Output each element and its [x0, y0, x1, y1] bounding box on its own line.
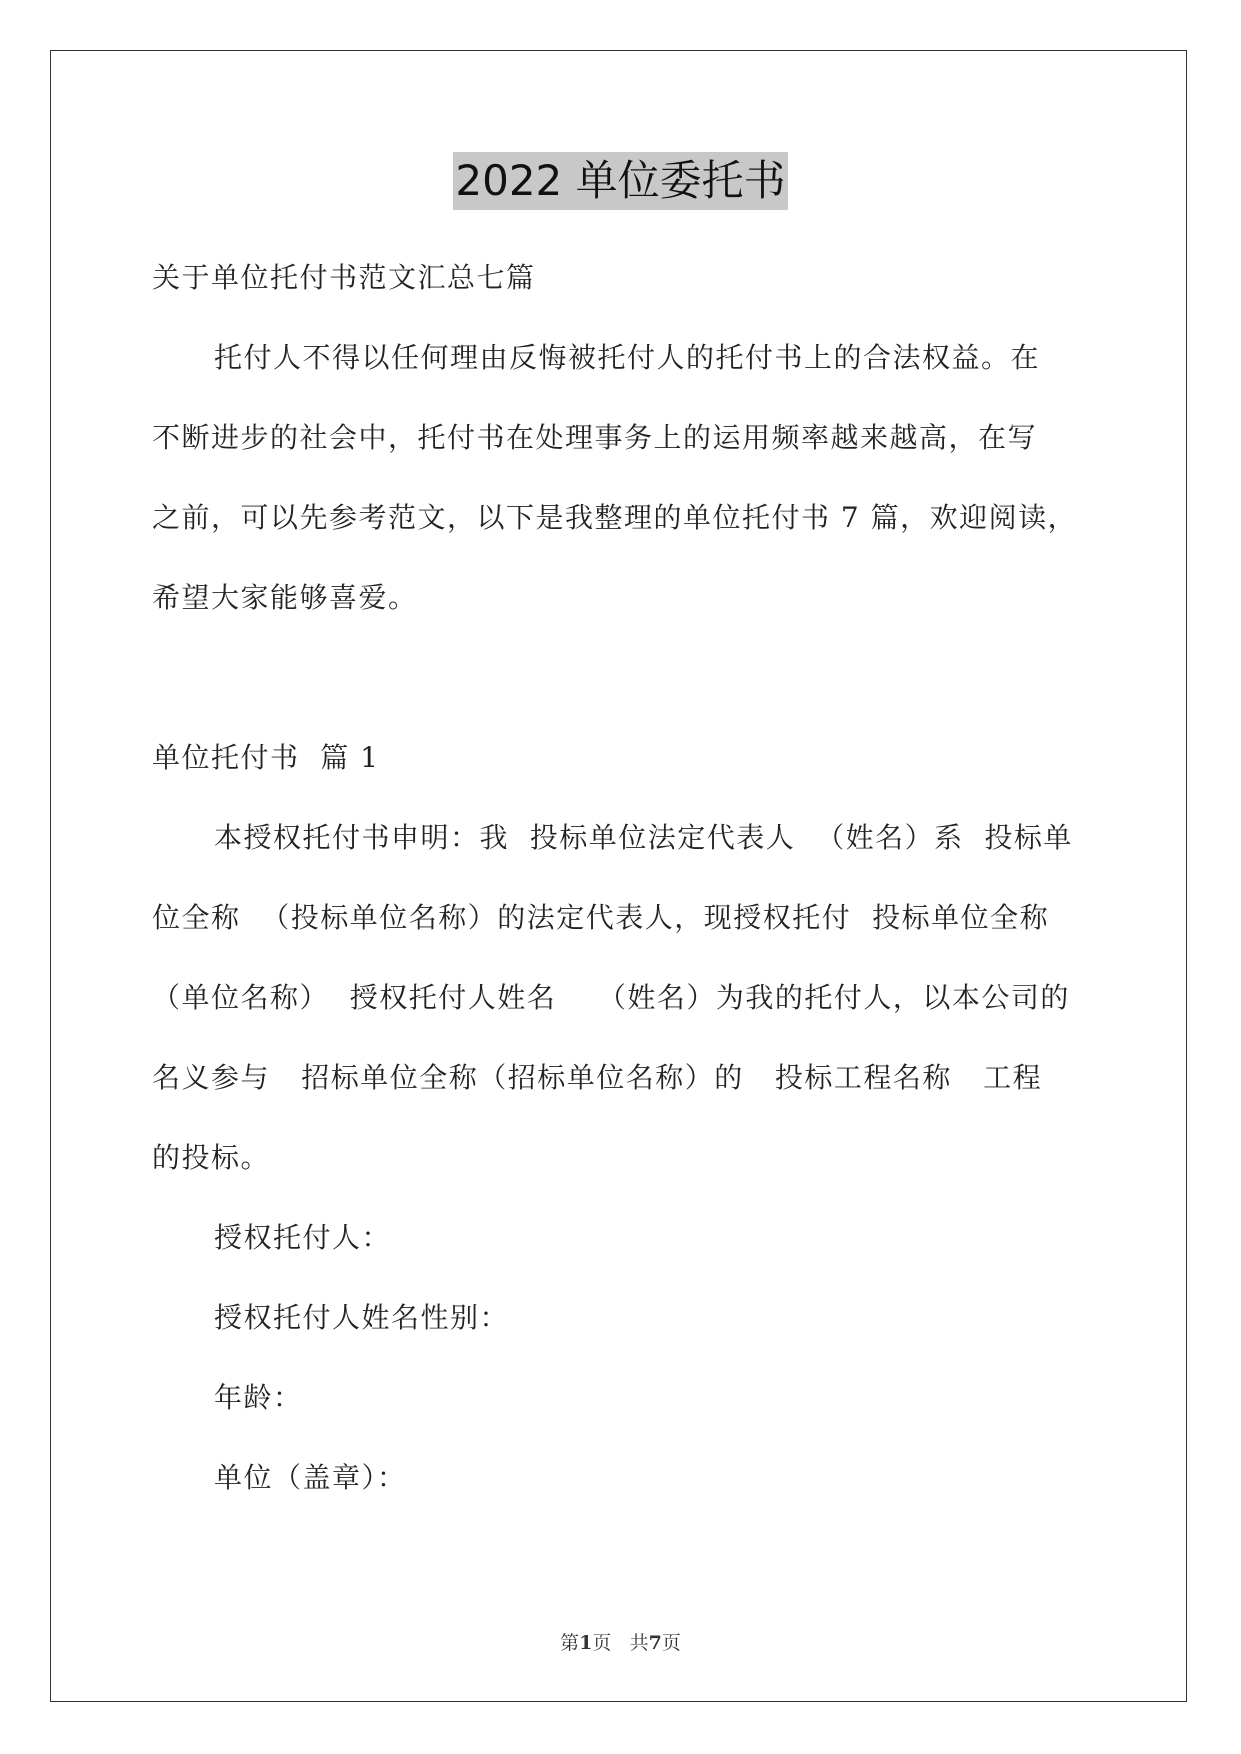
field-unit-seal: 单位（盖章）：	[214, 1461, 407, 1494]
page-footer	[0, 1628, 1241, 1655]
document-title-block	[0, 152, 1241, 210]
paragraph-spacer	[152, 638, 1098, 718]
footer-total-suffix: 页	[661, 1632, 681, 1654]
intro-line-1: 托付人不得以任何理由反悔被托付人的托付书上的合法权益。在	[214, 341, 1041, 374]
intro-line-3: 之前，可以先参考范文，以下是我整理的单位托付书 7 篇，欢迎阅读，	[152, 501, 1078, 534]
section-line-4: 名义参与 招标单位全称（招标单位名称）的 投标工程名称 工程	[152, 1061, 1043, 1094]
intro-line-2: 不断进步的社会中，托付书在处理事务上的运用频率越来越高，在写	[152, 421, 1038, 454]
document-subtitle: 关于单位托付书范文汇总七篇	[152, 261, 536, 294]
section-line-3: （单位名称） 授权托付人姓名 （姓名）为我的托付人，以本公司的	[152, 981, 1070, 1014]
section-line-1: 本授权托付书申明：我 投标单位法定代表人 （姓名）系 投标单	[214, 821, 1073, 854]
footer-current-page: 1	[579, 1632, 593, 1654]
section-heading: 单位托付书 篇 1	[152, 741, 380, 774]
section-line-5: 的投标。	[152, 1141, 271, 1174]
footer-prefix: 第	[560, 1632, 580, 1654]
footer-total-pages: 7	[648, 1632, 662, 1654]
section-line-2: 位全称 （投标单位名称）的法定代表人，现授权托付 投标单位全称	[152, 901, 1050, 934]
footer-total-prefix: 共	[629, 1632, 649, 1654]
field-agent-name-gender: 授权托付人姓名性别：	[214, 1301, 510, 1334]
document-title: 2022 单位委托书	[453, 152, 787, 210]
field-authorized-agent: 授权托付人：	[214, 1221, 392, 1254]
footer-page-suffix: 页	[592, 1632, 612, 1654]
field-age: 年龄：	[214, 1381, 303, 1414]
intro-line-4: 希望大家能够喜爱。	[152, 581, 418, 614]
document-body	[152, 238, 1098, 1518]
